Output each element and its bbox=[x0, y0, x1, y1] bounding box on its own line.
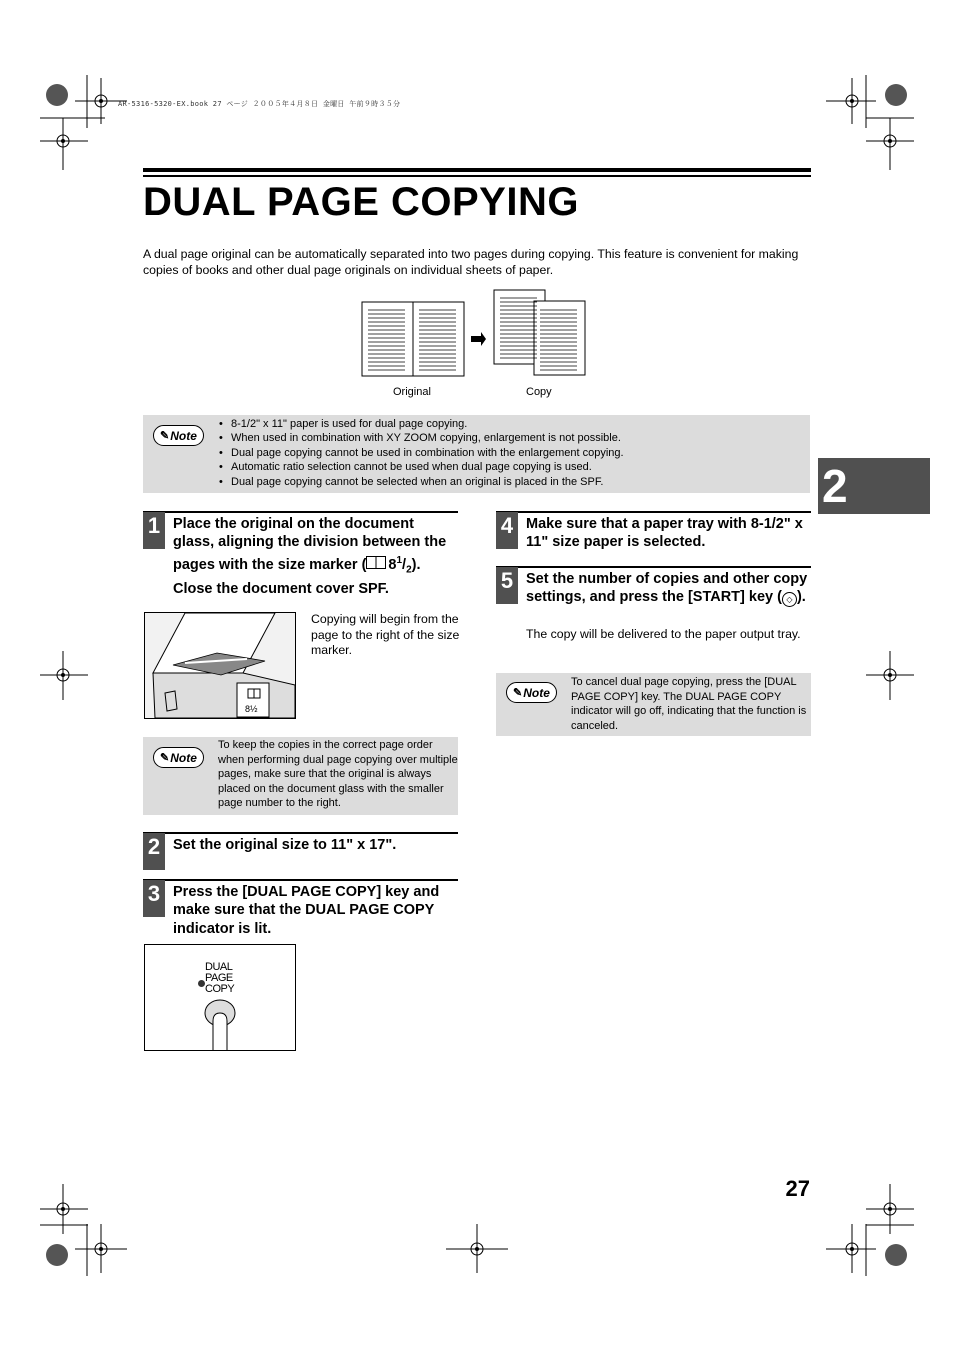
note-item: • Dual page copying cannot be used in combination with the enlargement copying. bbox=[217, 446, 624, 460]
key-label: DUAL PAGE COPY bbox=[205, 961, 235, 995]
step5-heading: Set the number of copies and other copy settings, and press the [START] key ( ◇ ). bbox=[526, 571, 808, 606]
step-number: 1 bbox=[143, 512, 165, 549]
note-badge: ✎ Note bbox=[153, 425, 204, 446]
pencil-icon: ✎ bbox=[513, 687, 523, 699]
step1-body: Copying will begin from the page to the right of the size marker. bbox=[311, 612, 460, 658]
pencil-icon: ✎ bbox=[160, 430, 170, 442]
step2-heading: Set the original size to 11" x 17". bbox=[173, 837, 397, 853]
step-rule bbox=[143, 832, 458, 834]
step-number: 5 bbox=[496, 567, 518, 604]
print-header: AR-5316-5320-EX.book 27 ページ ２００５年４月８日 金曜日 午前９時３５分 bbox=[118, 100, 401, 108]
note-item: • Dual page copying cannot be selected when an original is placed in the SPF. bbox=[217, 475, 624, 489]
start-key-icon: ◇ bbox=[782, 592, 797, 607]
note-item: • Automatic ratio selection cannot be used when dual page copying is used. bbox=[217, 460, 624, 474]
finger-pressing-key-icon bbox=[200, 997, 240, 1051]
step4-heading: Make sure that a paper tray with 8-1/2" x 11" size paper is selected. bbox=[526, 516, 803, 551]
step-number: 2 bbox=[143, 833, 165, 870]
chapter-tab: 2 bbox=[818, 458, 930, 514]
step-number: 3 bbox=[143, 880, 165, 917]
main-note-list bbox=[217, 417, 624, 489]
arrow-right-icon bbox=[471, 332, 486, 346]
dual-page-figure bbox=[360, 288, 592, 380]
step-number: 4 bbox=[496, 512, 518, 549]
step5-body: The copy will be delivered to the paper output tray. bbox=[526, 627, 801, 641]
note-badge: ✎ Note bbox=[153, 747, 204, 768]
note-item: • When used in combination with XY ZOOM copying, enlargement is not possible. bbox=[217, 431, 624, 445]
title-rule-thin bbox=[143, 175, 811, 177]
step-rule bbox=[496, 566, 811, 568]
note-item: • 8-1/2" x 11" paper is used for dual page copying. bbox=[217, 417, 624, 431]
step5-note-text: To cancel dual page copying, press the [DUAL PAGE COPY] key. The DUAL PAGE COPY indicator will go off, indicating that the function is canceled. bbox=[571, 676, 807, 732]
step-rule bbox=[143, 879, 458, 881]
size-marker-label: 8½ bbox=[245, 704, 258, 714]
step1-note-text: To keep the copies in the correct page order when performing dual page copying over multiple pages, make sure that the original is always placed on the document glass with the smaller page number to the right. bbox=[218, 739, 458, 809]
book-icon bbox=[366, 556, 386, 569]
page-number: 27 bbox=[785, 1176, 810, 1201]
copy-label: Copy bbox=[526, 386, 552, 398]
pencil-icon: ✎ bbox=[160, 752, 170, 764]
note-badge: ✎ Note bbox=[506, 682, 557, 703]
scanner-image bbox=[145, 613, 295, 718]
main-note-box bbox=[143, 415, 810, 493]
step1-note-box bbox=[143, 737, 458, 815]
step-rule bbox=[496, 511, 811, 513]
page-title: DUAL PAGE COPYING bbox=[143, 180, 579, 224]
indicator-light bbox=[198, 980, 205, 987]
title-rule bbox=[143, 168, 811, 172]
step1-heading: Place the original on the document glass, aligning the division between the pages with the size marker ( $8^1/_2$). Close the document cover SPF. bbox=[173, 516, 447, 597]
document-glass-illustration bbox=[144, 612, 296, 719]
step-rule bbox=[143, 511, 458, 513]
original-label: Original bbox=[393, 386, 431, 398]
intro-paragraph: A dual page original can be automatically separated into two pages during copying. This feature is convenient for making copies of books and other dual page originals on individual sheets of paper. bbox=[143, 247, 799, 277]
step5-note-box bbox=[496, 673, 811, 736]
step3-heading: Press the [DUAL PAGE COPY] key and make sure that the DUAL PAGE COPY indicator is lit. bbox=[173, 884, 440, 937]
dual-page-copy-key-illustration bbox=[144, 944, 296, 1051]
